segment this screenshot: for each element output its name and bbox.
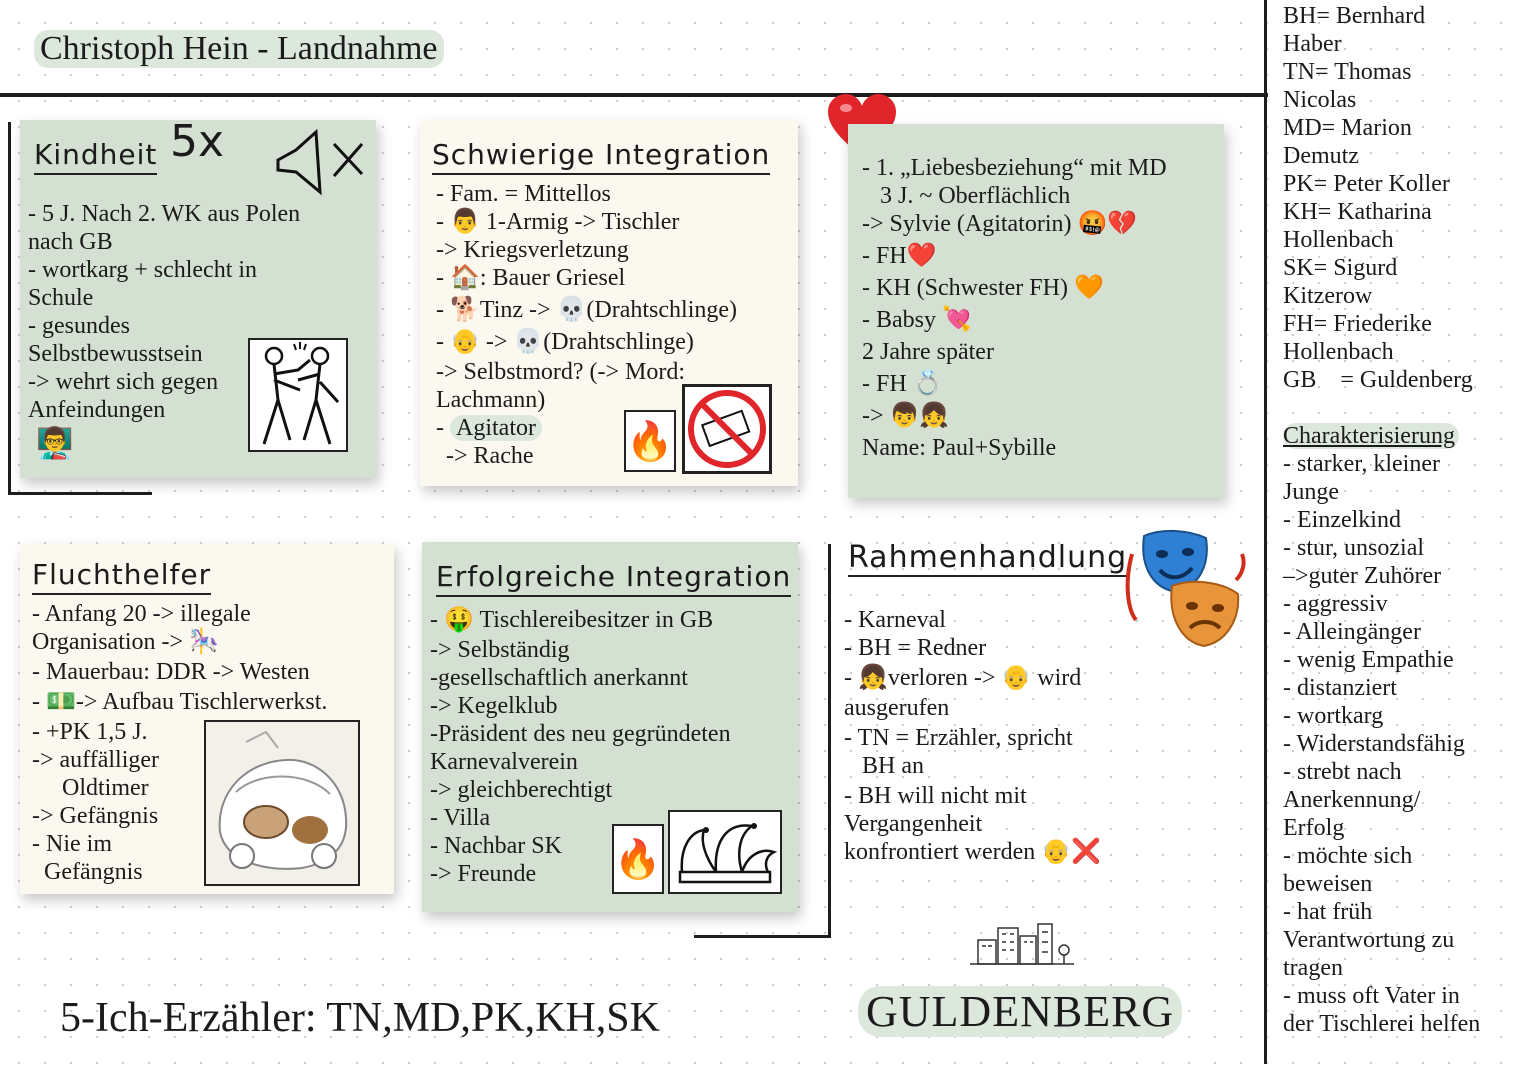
oldtimer-car-sketch [204,720,360,886]
note-fluchthelfer [20,544,394,894]
right-column-divider [1264,0,1267,1064]
fire-icon-2: 🔥 [612,824,664,894]
jester-hat-icon [668,810,782,894]
fire-icon: 🔥 [624,410,676,472]
city-skyline-icon [966,920,1078,968]
charakterisierung-title: Charakterisierung [1283,423,1459,449]
beziehungen-text: - 1. „Liebesbeziehung“ mit MD 3 J. ~ Oberflächlich -> Sylvie (Agitatorin) 🤬💔 - FH❤️ - KH (Schwester FH) 🧡 - Babsy 💘 2 Jahre später - FH 💍 -> 👦👧 Name: Paul+Sybille [862,155,1167,461]
fluchthelfer-text: - Anfang 20 -> illegale Organisation -> 🎠 - Mauerbau: DDR -> Westen - 💵-> Aufbau Tischlerwerkst. - +PK 1,5 J. -> auffälliger Oldtimer -> Gefängnis - Nie im Gefängnis [32,601,328,885]
erfolgreiche-title: Erfolgreiche Integration [436,560,791,597]
erfolgreiche-text: - 🤑 Tischlereibesitzer in GB -> Selbständig -gesellschaftlich anerkannt -> Kegelklub -Präsident des neu gegründeten Karnevalverein -> gleichberechtigt - Villa - Nachbar SK -> Freunde [430,607,731,887]
note-beziehungen [848,124,1224,498]
note-schwierige-integration: Schwierige Integration - Fam. = Mittellos - 👨 1-Armig -> Tischler -> Kriegsverletzung - 🏠: Bauer Griesel - 🐕Tinz -> 💀(Drahtschlinge) - 👴 -> 💀(Drahtschlinge) -> Selbstmord? (-> Mord: Lachmann) - Agitator -> Rache 🔥 [420,120,798,486]
fighting-figures-icon [248,338,348,452]
page-title: Christoph Hein - Landnahme [34,30,444,68]
guldenberg-title: GULDENBERG [858,986,1182,1037]
schwierige-title: Schwierige Integration [432,138,770,175]
schwierige-text: - Fam. = Mittellos - 👨 1-Armig -> Tischler -> Kriegsverletzung - 🏠: Bauer Griesel - 🐕Tinz -> 💀(Drahtschlinge) - 👴 -> 💀(Drahtschlinge) -> Selbstmord? (-> Mord: [436,181,738,385]
abbreviation-legend: BH= Bernhard Haber TN= Thomas Nicolas MD= Marion Demutz PK= Peter Koller KH= Katharina Hollenbach SK= Sigurd Kitzerow FH= Friederike Hollenbach GB = Guldenberg Charakterisierung - starker, kleiner Junge - Einzelkind - stur, unsozial –>guter Zuhörer - aggressiv - Alleingänger - wenig Empathie - distanziert - wortkarg - Widerstandsfähig - strebt nach Anerkennung/ Erfolg - möchte sich beweisen - hat früh Verantwortung zu tragen - muss oft Vater in der Tischlerei helfen [1283,3,1481,1037]
teacher-icon: 👨‍🏫 [36,426,74,461]
note-erfolgreiche-integration [422,542,798,912]
muted-speaker-icon [270,126,370,196]
no-money-icon [682,384,772,474]
ich-erzaehler-text: 5-Ich-Erzähler: TN,MD,PK,KH,SK [60,995,660,1041]
corner-line-left [8,122,11,494]
header-divider [0,93,1268,97]
corner-line-left-bottom [8,492,152,495]
corner-line-mid-bottom [694,935,830,938]
corner-line-mid [828,544,831,938]
kindheit-mark: 5x [170,116,225,167]
agitator-highlight: Agitator [450,415,542,441]
note-kindheit [20,116,376,478]
kindheit-title: Kindheit [34,138,157,175]
fluchthelfer-title: Fluchthelfer [32,558,211,595]
kindheit-text: - 5 J. Nach 2. WK aus Polen nach GB - wortkarg + schlecht in Schule - gesundes Selbstbewusstsein -> wehrt sich gegen Anfeindungen [28,201,301,423]
theater-masks-icon [1122,524,1246,650]
rahmen-text: - Karneval - BH = Redner - 👧verloren -> 👴 wird ausgerufen - TN = Erzähler, spricht BH an - BH will nicht mit Vergangenheit konfrontiert werden 👴❌ [844,607,1102,865]
rahmen-title: Rahmenhandlung [848,540,1128,575]
